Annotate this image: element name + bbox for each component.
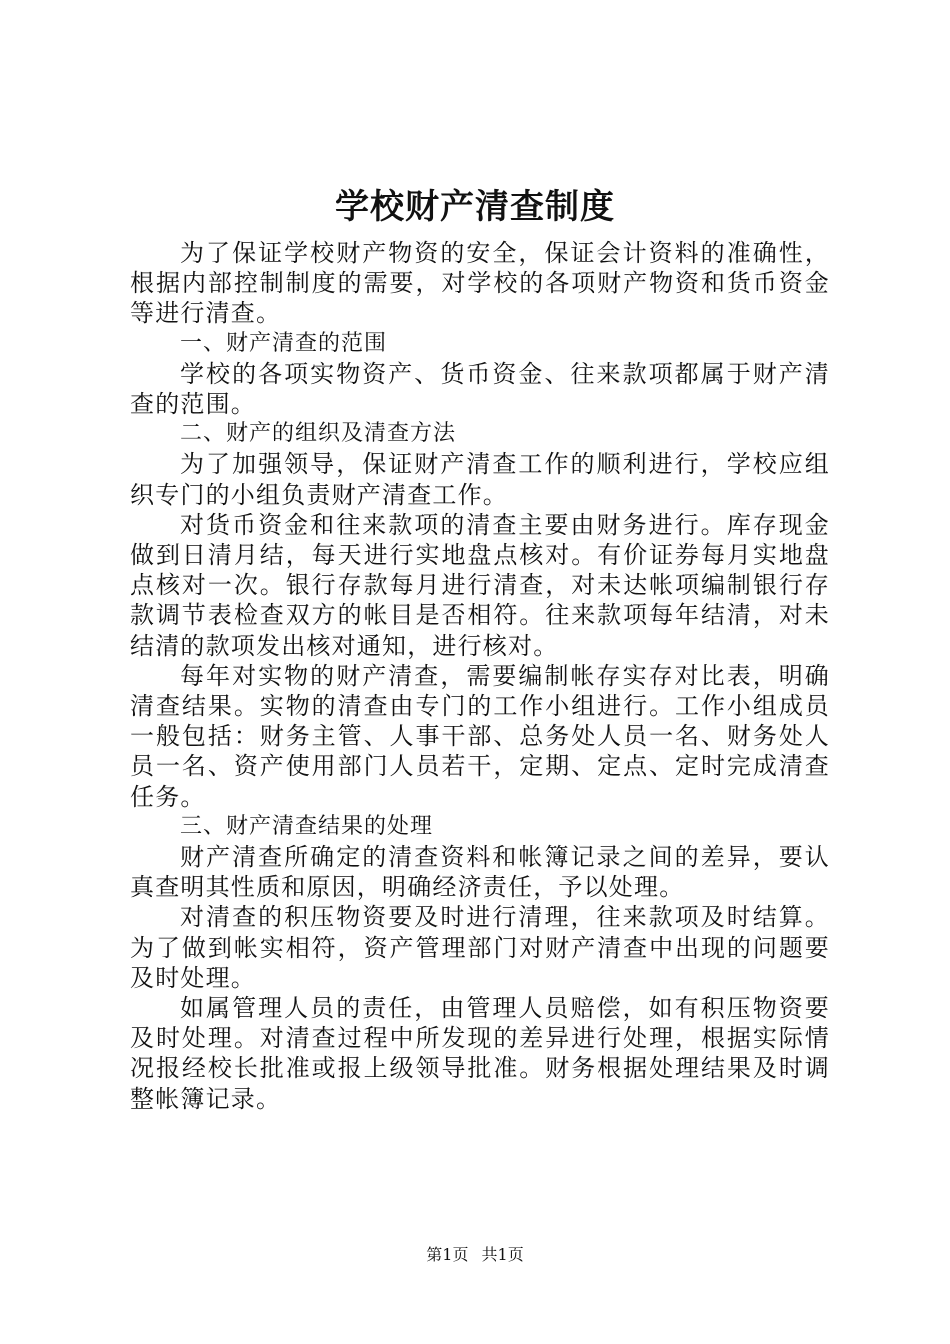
result-paragraph-clearing: 对清查的积压物资要及时进行清理，往来款项及时结算。为了做到帐实相符，资产管理部门对财产清查中出现的问题要及时处理。 bbox=[130, 903, 830, 992]
document-title: 学校财产清查制度 bbox=[335, 187, 615, 227]
result-paragraph-responsibility: 如属管理人员的责任，由管理人员赔偿，如有积压物资要及时处理。对清查过程中所发现的差异进行处理，根据实际情况报经校长批准或报上级领导批准。财务根据处理结果及时调整帐簿记录。 bbox=[130, 994, 830, 1113]
result-paragraph-difference: 财产清查所确定的清查资料和帐簿记录之间的差异，要认真查明其性质和原因，明确经济责任，予以处理。 bbox=[130, 843, 830, 902]
intro-paragraph: 为了保证学校财产物资的安全，保证会计资料的准确性，根据内部控制制度的需要，对学校的各项财产物资和货币资金等进行清查。 bbox=[130, 239, 830, 328]
method-paragraph-cash: 对货币资金和往来款项的清查主要由财务进行。库存现金做到日清月结，每天进行实地盘点核对。有价证券每月实地盘点核对一次。银行存款每月进行清查，对未达帐项编制银行存款调节表检查双方的帐目是否相符。往来款项每年结清，对未结清的款项发出核对通知，进行核对。 bbox=[130, 510, 830, 660]
section-heading-scope: 一、财产清查的范围 bbox=[180, 330, 388, 356]
method-paragraph-physical: 每年对实物的财产清查，需要编制帐存实存对比表，明确清查结果。实物的清查由专门的工作小组进行。工作小组成员一般包括：财务主管、人事干部、总务处人员一名、财务处人员一名、资产使用部门人员若干，定期、定点、定时完成清查任务。 bbox=[130, 661, 830, 811]
method-paragraph-organization: 为了加强领导，保证财产清查工作的顺利进行，学校应组织专门的小组负责财产清查工作。 bbox=[130, 450, 830, 509]
page-footer bbox=[0, 1244, 950, 1266]
section-heading-method: 二、财产的组织及清查方法 bbox=[180, 421, 457, 447]
document-body bbox=[130, 238, 830, 1114]
scope-paragraph: 学校的各项实物资产、货币资金、往来款项都属于财产清查的范围。 bbox=[130, 359, 830, 419]
page-number: 第1页 bbox=[426, 1245, 469, 1264]
page-total: 共1页 bbox=[481, 1245, 524, 1264]
section-heading-result: 三、财产清查结果的处理 bbox=[180, 813, 434, 839]
